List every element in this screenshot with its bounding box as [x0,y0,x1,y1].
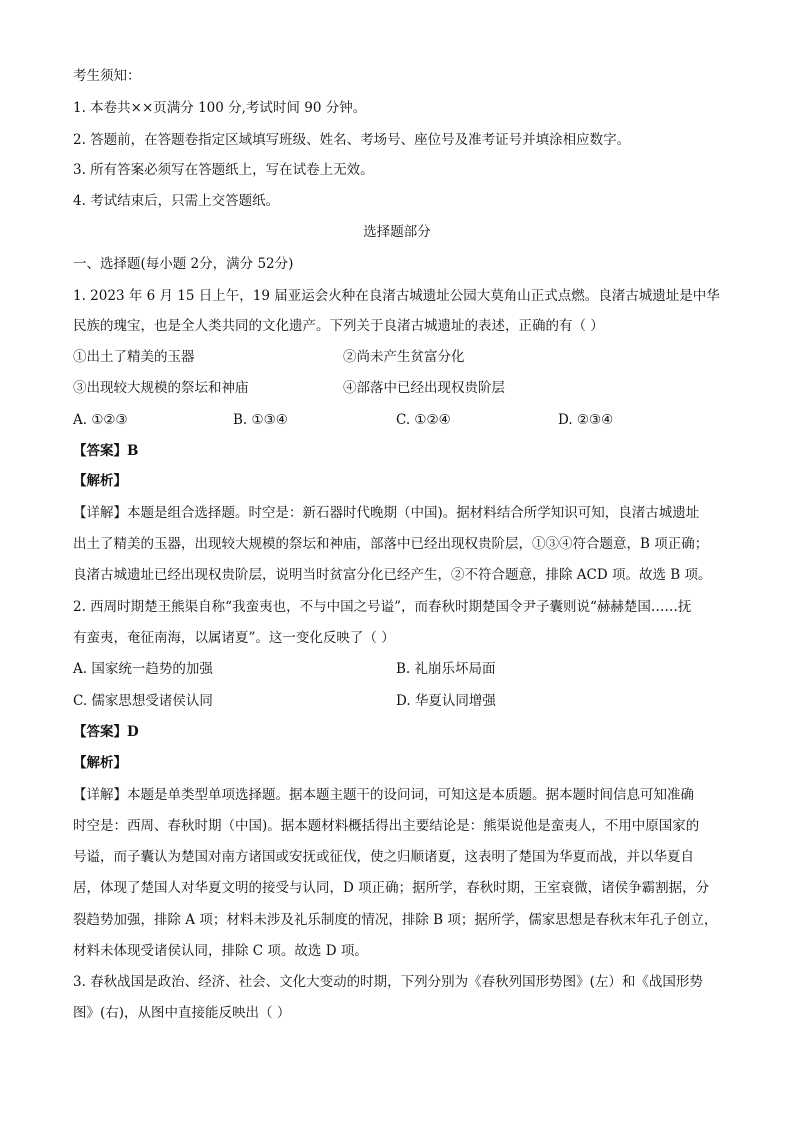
q1-statement: ③出现较大规模的祭坛和神庙 [73,380,249,396]
notice-title: 考生须知： [73,68,141,84]
q1-answer: 【答案】B [73,443,139,459]
q2-answer: 【答案】D [73,724,139,740]
q2-detail: 裂趋势加强，排除 A 项；材料未涉及礼乐制度的情况，排除 B 项；据所学，儒家思想是春秋末年孔子创立， [73,912,718,928]
q2-stem: 2. 西周时期楚王熊渠自称“我蛮夷也，不与中国之号谥”，而春秋时期楚国令尹子囊则说“赫赫楚国……抚 [73,599,692,615]
q2-detail: 【详解】本题是单类型单项选择题。据本题主题干的设问词，可知这是本质题。据本题时间信息可知准确 [73,787,694,803]
q1-stem: 1. 2023 年 6 月 15 日上午，19 届亚运会火种在良渚古城遗址公园大莫角山正式点燃。良渚古城遗址是中华 [73,288,720,304]
q1-statement: ①出土了精美的玉器 [73,349,195,365]
q2-detail: 时空是：西周、春秋时期（中国)。据本题材料概括得出主要结论是：熊渠说他是蛮夷人，不用中原国家的 [73,818,700,834]
q2-option-c: C. 儒家思想受诸侯认同 [73,693,213,709]
q1-detail: 良渚古城遗址已经出现权贵阶层，说明当时贫富分化已经产生，②不符合题意，排除 ACD 项。故选 B 项。 [73,567,712,583]
q1-option-d: D. ②③④ [558,412,614,428]
q1-analysis-label: 【解析】 [73,473,127,489]
q2-detail: 号谥，而子囊认为楚国对南方诸国或安抚或征伐，使之归顺诸夏，这表明了楚国为华夏而战，并以华夏自 [73,849,694,865]
q3-stem: 3. 春秋战国是政治、经济、社会、文化大变动的时期，下列分别为《春秋列国形势图》(左）和《战国形势 [73,974,703,990]
q2-stem: 有蛮夷，奄征南海，以属诸夏”。这一变化反映了（ ） [73,630,395,646]
notice-item: 3. 所有答案必须写在答题纸上，写在试卷上无效。 [73,162,374,178]
q1-statement: ④部落中已经出现权贵阶层 [343,380,505,396]
q2-analysis-label: 【解析】 [73,755,127,771]
q1-statement: ②尚未产生贫富分化 [343,349,465,365]
q2-option-a: A. 国家统一趋势的加强 [73,661,213,677]
q3-stem: 图》(右)，从图中直接能反映出（ ） [73,1005,291,1021]
part-heading: 一、选择题(每小题 2分，满分 52分) [73,256,294,272]
q1-detail: 出土了精美的玉器，出现较大规模的祭坛和神庙，部落中已经出现权贵阶层，①③④符合题意，B 项正确； [73,536,709,552]
q2-detail: 材料未体现受诸侯认同，排除 C 项。故选 D 项。 [73,943,368,959]
q2-detail: 居，体现了楚国人对华夏文明的接受与认同，D 项正确；据所学，春秋时期，王室衰微，诸侯争霸割据，分 [73,880,710,896]
q1-option-b: B. ①③④ [233,412,288,428]
q2-option-d: D. 华夏认同增强 [396,693,496,709]
notice-item: 2. 答题前，在答题卷指定区域填写班级、姓名、考场号、座位号及准考证号并填涂相应数字。 [73,132,631,148]
q1-option-a: A. ①②③ [73,412,128,428]
notice-item: 1. 本卷共××页满分 100 分,考试时间 90 分钟。 [73,100,367,116]
q1-detail: 【详解】本题是组合选择题。时空是：新石器时代晚期（中国)。据材料结合所学知识可知，良渚古城遗址 [73,505,700,521]
q2-option-b: B. 礼崩乐坏局面 [396,661,496,677]
section-title: 选择题部分 [363,224,431,240]
q1-option-c: C. ①②④ [396,412,451,428]
notice-item: 4. 考试结束后，只需上交答题纸。 [73,193,280,209]
q1-stem: 民族的瑰宝，也是全人类共同的文化遗产。下列关于良渚古城遗址的表述，正确的有（ ） [73,318,604,334]
